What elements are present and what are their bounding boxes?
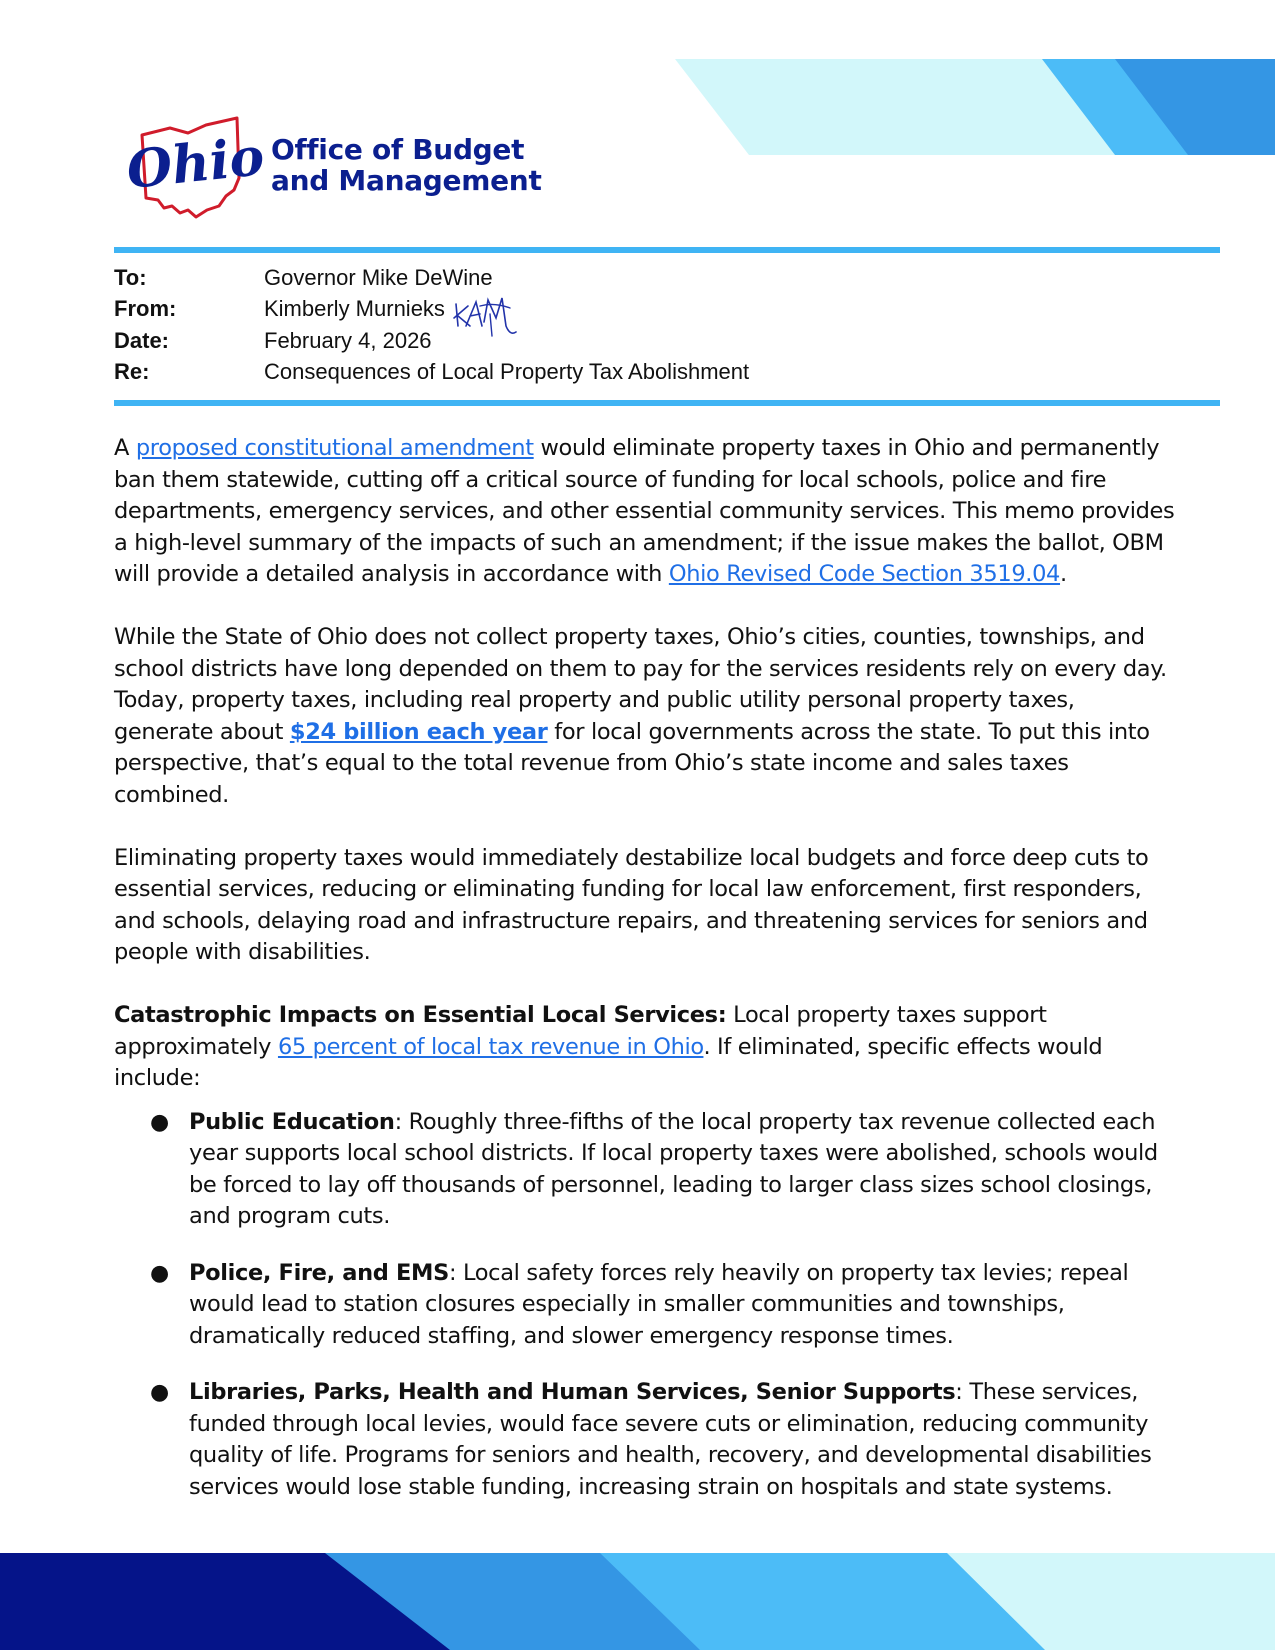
paragraph-intro-text-2: would eliminate property taxes in Ohio and permanently ban them statewide, cutting off a critical source of funding for local schools, police and fire departments, emergency services, and other essential community services. This memo provides a high-level summary of the impacts of such an amendment; if the issue makes the ballot, OBM will provide a detailed analysis in accordance with [114, 435, 1175, 587]
memo-re-colon: : [142, 359, 150, 385]
office-name [271, 134, 542, 196]
signature-stroke-m [484, 298, 516, 333]
proposed-amendment-link[interactable]: proposed constitutional amendment [135, 435, 534, 461]
bullet-icon: ● [150, 1260, 169, 1286]
ohio-wordmark: Ohio [123, 126, 267, 202]
memo-to-label: To: [114, 264, 147, 290]
impact-text: : Roughly three-fifths of the local property tax revenue collected each year supports local school districts. If local property taxes were abolished, schools would be forced to lay off thousands of personnel, leading to larger class sizes school closings, and program cuts. [189, 1108, 1158, 1229]
impact-title: Libraries, Parks, Health and Human Services, Senior Supports [189, 1379, 956, 1405]
paragraph-intro-text-3: . [1060, 561, 1067, 587]
memo-date-value: February 4, 2026 [264, 327, 432, 353]
impacts-heading: Catastrophic Impacts on Essential Local Services: [114, 1002, 727, 1028]
signature-initials [450, 296, 528, 352]
memo-to-value: Governor Mike DeWine [264, 264, 493, 290]
memo-from-label: From: [114, 296, 177, 322]
memo-re-label [114, 359, 264, 385]
memo-re-label-text: Re [114, 359, 143, 385]
impact-title: Police, Fire, and EMS [189, 1259, 449, 1286]
memo-from-value: Kimberly Murnieks [264, 296, 445, 322]
memo-re-row [114, 357, 1220, 389]
footer-band [0, 1553, 1275, 1650]
paragraph-revenue-text-2: for local governments across the state. To put this into perspective, that’s equal to the total revenue from Ohio’s state income and sales taxes combined. [114, 718, 1150, 808]
impact-title: Public Education [189, 1108, 395, 1135]
memo-date-row [114, 325, 1220, 357]
24-billion-link[interactable]: $24 billion each year [289, 718, 548, 745]
paragraph-revenue-text-1: While the State of Ohio does not collect property taxes, Ohio’s cities, counties, townships, and school districts have long depended on them to pay for the services residents rely on every day. Today, property taxes, including real property and public utility personal property taxes, generate about [114, 624, 1167, 745]
office-name-line1: Office of Budget [271, 133, 525, 166]
impacts-list [114, 1107, 1180, 1504]
paragraph-impacts-text-1: Local property taxes support approximately [114, 1002, 1047, 1060]
header-rule-top [114, 247, 1220, 253]
memo-header [114, 262, 1220, 388]
memo-to-row [114, 262, 1220, 294]
impact-text: : Local safety forces rely heavily on property tax levies; repeal would lead to station closures especially in smaller communities and townships, dramatically reduced staffing, and slower emergency response times. [189, 1259, 1129, 1349]
memo-body [114, 433, 1180, 1528]
impact-text: : These services, funded through local levies, would face severe cuts or elimination, reducing community quality of life. Programs for seniors and health, recovery, and developmental disabilities services would lose stable funding, increasing strain on hospitals and state systems. [189, 1379, 1152, 1500]
list-item [114, 1258, 1180, 1353]
paragraph-revenue [114, 622, 1180, 811]
paragraph-intro-text-1: A [114, 435, 136, 461]
list-item [114, 1107, 1180, 1233]
header-band [675, 59, 1275, 155]
ohio-logo [123, 118, 267, 218]
paragraph-impacts-text-2: . If eliminated, specific effects would include: [114, 1033, 1103, 1091]
list-item [114, 1377, 1180, 1503]
paragraph-intro [114, 433, 1180, 591]
memo-from-row [114, 294, 1220, 326]
orc-3519-04-link[interactable]: Ohio Revised Code Section 3519.04 [668, 561, 1061, 587]
memo-date-label: Date: [114, 327, 170, 353]
bullet-icon: ● [150, 1109, 169, 1135]
header-rule-bottom [114, 400, 1220, 406]
65-percent-link[interactable]: 65 percent of local tax revenue in Ohio [277, 1033, 704, 1060]
bullet-icon: ● [150, 1380, 169, 1405]
office-name-line2: and Management [271, 164, 542, 197]
paragraph-impacts [114, 1000, 1180, 1095]
memo-re-value: Consequences of Local Property Tax Abolishment [264, 359, 750, 385]
paragraph-destabilize: Eliminating property taxes would immediately destabilize local budgets and force deep cuts to essential services, reducing or eliminating funding for local law enforcement, first responders, and schools, delaying road and infrastructure repairs, and threatening services for seniors and people with disabilities. [114, 844, 1149, 965]
